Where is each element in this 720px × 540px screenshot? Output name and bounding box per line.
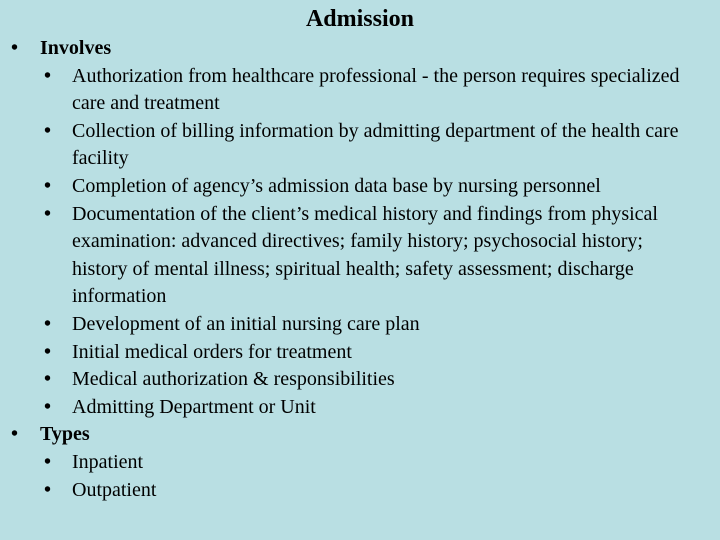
list-item: [0, 118, 720, 173]
list-item: [0, 477, 720, 505]
list-item-text: Outpatient: [72, 478, 157, 501]
section-involves: [0, 35, 720, 421]
bullet-icon: •: [44, 368, 52, 391]
bullet-icon: •: [44, 340, 52, 363]
sub-list: [40, 63, 720, 422]
section-label: Involves: [40, 37, 112, 59]
section-types: [0, 421, 720, 504]
list-item: [0, 449, 720, 477]
list-item-text: Collection of billing information by admitting department of the health care facility: [72, 119, 679, 170]
list-item-text: Admitting Department or Unit: [72, 395, 316, 418]
bullet-icon: •: [44, 395, 52, 418]
sub-list: [40, 449, 720, 504]
section-label: Types: [40, 423, 90, 446]
list-item-text: Authorization from healthcare professional - the person requires specialized care and treatment: [72, 64, 680, 115]
bullet-icon: •: [44, 312, 52, 335]
bullet-icon: •: [44, 478, 52, 501]
list-item: [0, 63, 720, 118]
list-item-text: Development of an initial nursing care plan: [72, 312, 420, 335]
bullet-icon: •: [44, 202, 52, 225]
slide-title: Admission: [305, 6, 415, 32]
bullet-icon: •: [11, 423, 19, 446]
list-item-text: Medical authorization & responsibilities: [72, 368, 395, 391]
list-item: [0, 201, 720, 311]
list-item: [0, 173, 720, 201]
bullet-icon: •: [44, 174, 52, 197]
list-item-text: Documentation of the client’s medical history and findings from physical examination: advanced directives; family history; psychosocial history; history of mental illness; spiritual health; safety assessment; discharge information: [72, 202, 658, 308]
list-item-text: Initial medical orders for treatment: [72, 340, 352, 363]
list-item: [0, 339, 720, 367]
list-item: [0, 311, 720, 339]
list-item: [0, 366, 720, 394]
list-item: [0, 394, 720, 422]
list-item-text: Inpatient: [72, 450, 144, 473]
bullet-icon: •: [44, 450, 52, 473]
list-item-text: Completion of agency’s admission data base by nursing personnel: [72, 174, 601, 197]
bullet-icon: •: [44, 64, 52, 87]
bullet-icon: •: [11, 37, 19, 59]
bullet-icon: •: [44, 119, 52, 142]
bullet-list: [0, 35, 720, 504]
